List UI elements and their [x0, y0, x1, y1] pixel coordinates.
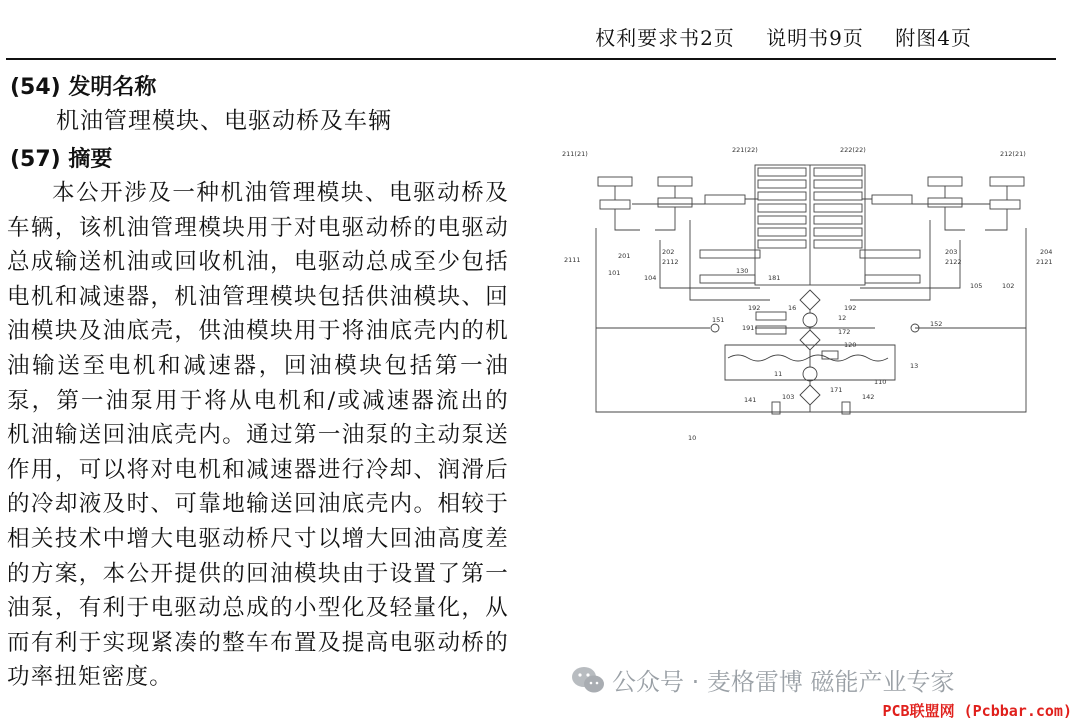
label-203: 203: [945, 248, 958, 256]
label-12: 12: [838, 314, 847, 322]
label-191: 191: [742, 324, 755, 332]
site-tag: PCB联盟网 (Pcbbar.com): [882, 702, 1072, 720]
label-2122: 2122: [945, 258, 962, 266]
claims-pages: 权利要求书2页: [595, 26, 735, 50]
description-pages: 说明书9页: [766, 26, 864, 50]
pump: [803, 367, 817, 381]
module-box: [990, 200, 1020, 209]
module-box: [872, 195, 912, 204]
label-181: 181: [768, 274, 781, 282]
schematic-figure: [560, 140, 1060, 445]
label-192a: 192: [748, 304, 761, 312]
watermark: [570, 662, 955, 697]
label-13: 13: [910, 362, 919, 370]
pump: [803, 313, 817, 327]
label-101: 101: [608, 269, 621, 277]
label-2121: 2121: [1036, 258, 1053, 266]
label-201: 201: [618, 252, 631, 260]
label-141: 141: [744, 396, 757, 404]
module-box: [658, 198, 692, 207]
label-222: 222(22): [840, 146, 866, 154]
label-120: 120: [844, 341, 857, 349]
invention-title: 机油管理模块、电驱动桥及车辆: [56, 108, 392, 134]
label-105: 105: [970, 282, 983, 290]
label-16: 16: [788, 304, 797, 312]
module-box: [928, 198, 962, 207]
label-103: 103: [782, 393, 795, 401]
module-box: [705, 195, 745, 204]
module-box: [990, 177, 1024, 186]
invention-name-label: (54) 发明名称: [10, 75, 157, 100]
module-box: [600, 200, 630, 209]
label-152: 152: [930, 320, 943, 328]
label-142: 142: [862, 393, 875, 401]
label-130: 130: [736, 267, 749, 275]
label-192b: 192: [844, 304, 857, 312]
filter: [800, 290, 820, 405]
label-211: 211(21): [562, 150, 588, 158]
abstract-text: 本公开涉及一种机油管理模块、电驱动桥及车辆，该机油管理模块用于对电驱动桥的电驱动总成输送机油或回收机油，电驱动总成至少包括电机和减速器，机油管理模块包括供油模块、回油模块及油底壳，供油模块用于将油底壳内的机油输送至电机和减速器，回油模块包括第一油泵，第一油泵用于将从电机和/或减速器流出的机油输送回油底壳内。通过第一油泵的主动泵送作用，可以将对电机和减速器进行冷却、润滑后的冷却液及时、可靠地输送回油底壳内。相较于相关技术中增大电驱动桥尺寸以增大回油高度差的方案，本公开提供的回油模块由于设置了第一油泵，有利于电驱动总成的小型化及轻量化，从而有利于实现紧凑的整车布置及提高电驱动桥的功率扭矩密度。: [7, 180, 509, 691]
watermark-text: 公众号 · 麦格雷博 磁能产业专家: [612, 668, 955, 696]
outer-oil-loop: [596, 228, 1026, 412]
module-box: [598, 177, 632, 186]
label-151: 151: [712, 316, 725, 324]
label-171: 171: [830, 386, 843, 394]
module-box: [928, 177, 962, 186]
label-202: 202: [662, 248, 675, 256]
label-102: 102: [1002, 282, 1015, 290]
label-110: 110: [874, 378, 887, 386]
label-204: 204: [1040, 248, 1053, 256]
drawing-pages: 附图4页: [895, 26, 972, 50]
label-104: 104: [644, 274, 657, 282]
abstract-label: (57) 摘要: [10, 147, 113, 172]
document-page-counts: [571, 22, 972, 51]
label-172: 172: [838, 328, 851, 336]
module-box: [658, 177, 692, 186]
label-2112: 2112: [662, 258, 679, 266]
label-11: 11: [774, 370, 783, 378]
wechat-icon: [570, 665, 606, 695]
label-2111: 2111: [564, 256, 581, 264]
label-10: 10: [688, 434, 697, 442]
label-221: 221(22): [732, 146, 758, 154]
label-212: 212(21): [1000, 150, 1026, 158]
header-divider: [6, 58, 1056, 60]
